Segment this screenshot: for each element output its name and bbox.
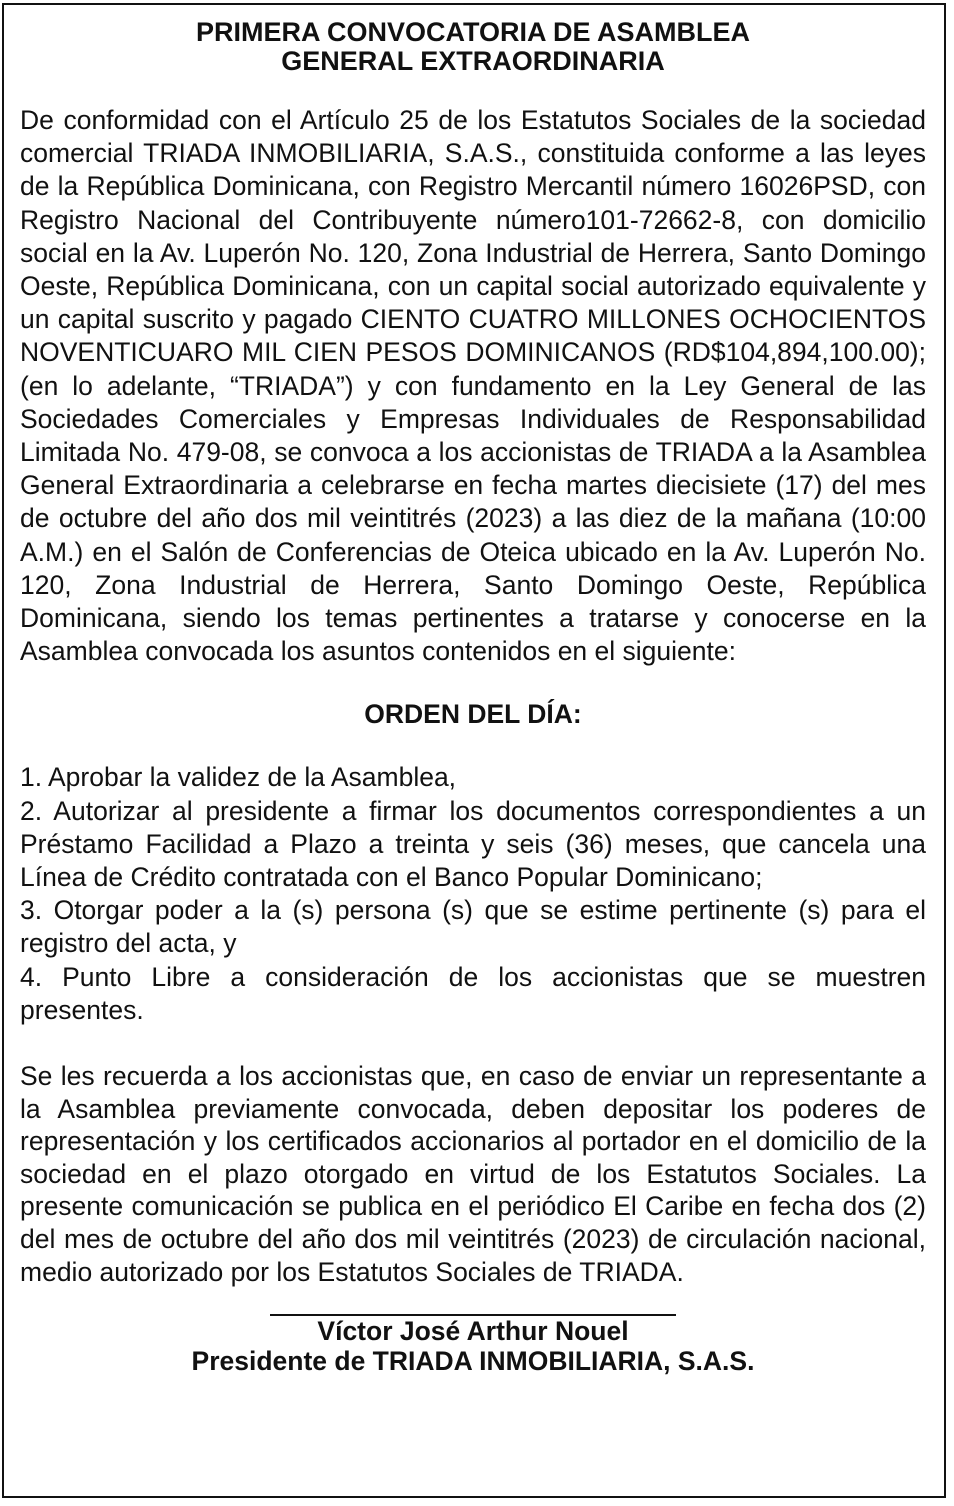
agenda-item: 3. Otorgar poder a la (s) persona (s) que se estime pertinente (s) para el registro del acta, y [20,895,926,959]
notice-content [20,18,926,1376]
agenda-item: 2. Autorizar al presidente a firmar los documentos correspondientes a un Préstamo Facilidad a Plazo a treinta y seis (36) meses, que cancela una Línea de Crédito contratada con el Banco Popular Dominicano; [20,795,926,893]
notice-title-line2: GENERAL EXTRAORDINARIA [281,46,665,76]
notice-title-line1: PRIMERA CONVOCATORIA DE ASAMBLEA [195,17,750,47]
reminder-paragraph: Se les recuerda a los accionistas que, en caso de enviar un representante a la Asamblea previamente convocada, deben depositar los poderes de representación y los certificados accionarios al portador en el domicilio de la sociedad en el plazo otorgado en virtud de los Estatutos Sociales. La presente comunicación se publica en el periódico El Caribe en fecha dos (2) del mes de octubre del año dos mil veintitrés (2023) de circulación nacional, medio autorizado por los Estatutos Sociales de TRIADA. [20,1061,926,1287]
signatory-name: Víctor José Arthur Nouel [317,1316,629,1347]
signature-block [20,1314,926,1376]
agenda-item: 1. Aprobar la validez de la Asamblea, [20,762,457,793]
signatory-title: Presidente de TRIADA INMOBILIARIA, S.A.S. [191,1346,755,1377]
agenda-list [20,761,926,1027]
agenda-heading: ORDEN DEL DÍA: [364,699,582,730]
agenda-item: 4. Punto Libre a consideración de los accionistas que se muestren presentes. [20,961,926,1025]
intro-paragraph: De conformidad con el Artículo 25 de los Estatutos Sociales de la sociedad comercial TRIADA INMOBILIARIA, S.A.S., constituida conforme a las leyes de la República Dominicana, con Registro Mercantil número 16026PSD, con Registro Nacional del Contribuyente número101-72662-8, con domicilio social en la Av. Luperón No. 120, Zona Industrial de Herrera, Santo Domingo Oeste, República Dominicana, con un capital social autorizado equivalente y un capital suscrito y pagado CIENTO CUATRO MILLONES OCHOCIENTOS NOVENTICUARO MIL CIEN PESOS DOMINICANOS (RD$104,894,100.00); (en lo adelante, “TRIADA”) y con fundamento en la Ley General de las Sociedades Comerciales y Empresas Individuales de Responsabilidad Limitada No. 479-08, se convoca a los accionistas de TRIADA a la Asamblea General Extraordinaria a celebrarse en fecha martes diecisiete (17) del mes de octubre del año dos mil veintitrés (2023) a las diez de la mañana (10:00 A.M.) en el Salón de Conferencias de Oteica ubicado en la Av. Luperón No. 120, Zona Industrial de Herrera, Santo Domingo Oeste, República Dominicana, siendo los temas pertinentes a tratarse y conocerse en la Asamblea convocada los asuntos contenidos en el siguiente: [20,105,926,667]
